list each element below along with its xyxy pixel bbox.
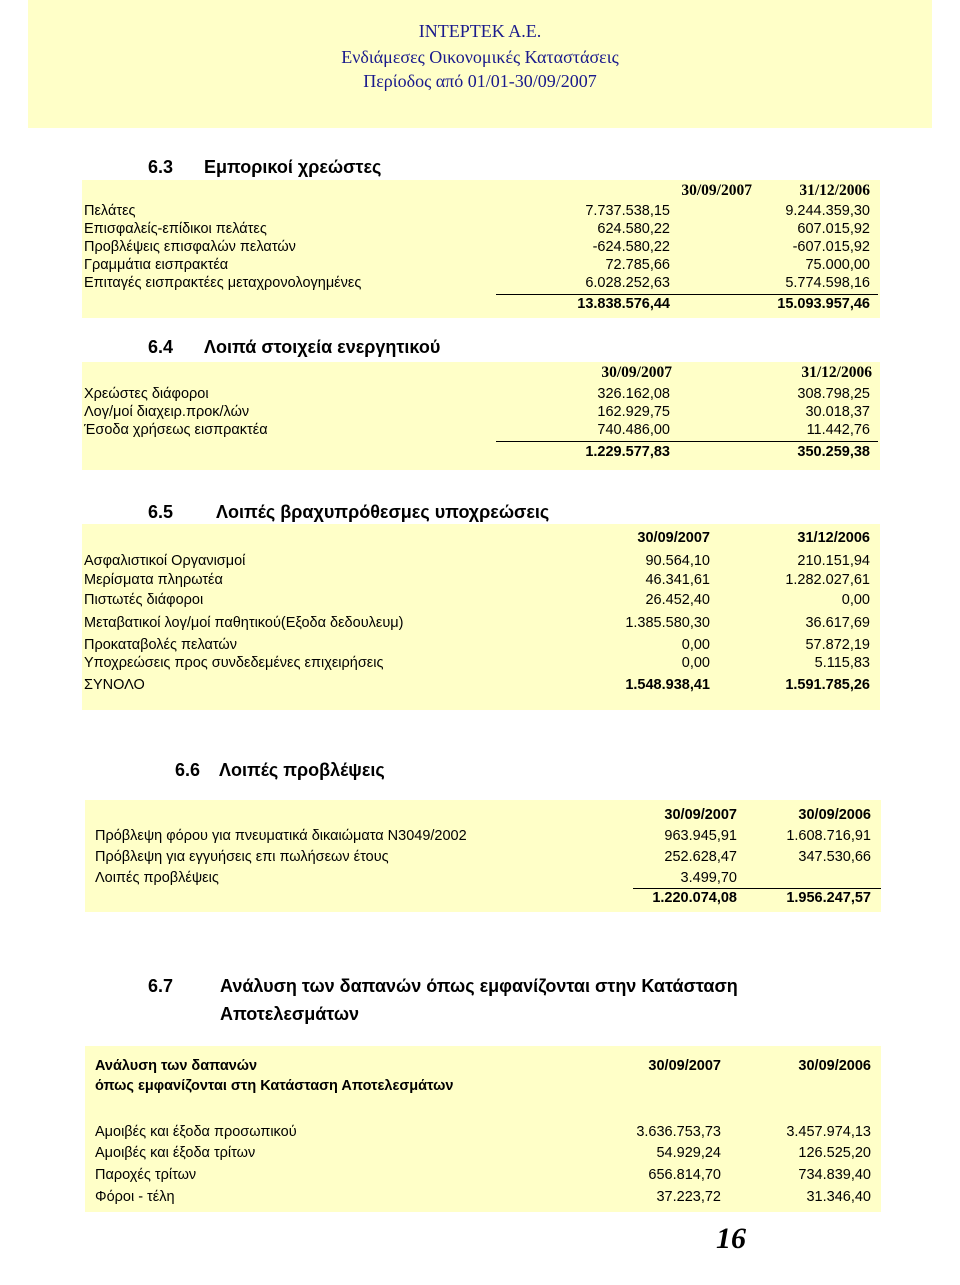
- total-row: 13.838.576,44 15.093.957,46: [577, 296, 870, 312]
- table-row: Παροχές τρίτων 656.814,70 734.839,40: [95, 1167, 871, 1183]
- section-6-7-title-line2: Αποτελεσμάτων: [220, 1004, 360, 1024]
- total-rule: [496, 294, 878, 295]
- table-header: 30/09/2007 30/09/2006: [664, 807, 871, 823]
- table-row: Πελάτες 7.737.538,15 9.244.359,30: [84, 203, 870, 219]
- table-row: Προκαταβολές πελατών 0,00 57.872,19: [84, 637, 870, 653]
- report-period: Περίοδος από 01/01-30/09/2007: [363, 71, 597, 91]
- table-row: Επισφαλείς-επίδικοι πελάτες 624.580,22 607.015,92: [84, 221, 870, 237]
- table-row: Υποχρεώσεις προς συνδεδεμένες επιχειρήσεις 0,00 5.115,83: [84, 655, 870, 671]
- table-row: Μερίσματα πληρωτέα 46.341,61 1.282.027,61: [84, 572, 870, 588]
- table-row: Λοιπές προβλέψεις 3.499,70: [95, 870, 737, 886]
- total-rule: [496, 441, 878, 442]
- table-header: 30/09/2007 31/12/2006: [637, 530, 870, 546]
- section-6-3-table: [82, 180, 880, 318]
- table-row: Φόροι - τέλη 37.223,72 31.346,40: [95, 1189, 871, 1205]
- table-row: Επιταγές εισπρακτέες μεταχρονολογημένες 6.028.252,63 5.774.598,16: [84, 275, 870, 291]
- total-row: ΣΥΝΟΛΟ 1.548.938,41 1.591.785,26: [84, 677, 870, 693]
- section-6-6-table: [85, 800, 881, 912]
- page-number: 16: [716, 1222, 746, 1255]
- table-row: Έσοδα χρήσεως εισπρακτέα 740.486,00 11.442,76: [84, 422, 870, 438]
- table-row: Προβλέψεις επισφαλών πελατών -624.580,22 -607.015,92: [84, 239, 870, 255]
- section-6-7-table: [85, 1046, 881, 1212]
- company-name: ΙΝΤΕΡΤΕΚ Α.Ε.: [418, 21, 542, 41]
- table-row: Πρόβλεψη για εγγυήσεις επι πωλήσεων έτους 252.628,47 347.530,66: [95, 849, 871, 865]
- table-row: Λογ/μοί διαχειρ.προκ/λών 162.929,75 30.018,37: [84, 404, 870, 420]
- table-header: Ανάλυση των δαπανών 30/09/2007 30/09/2006: [95, 1058, 871, 1074]
- document-title: Ενδιάμεσες Οικονομικές Καταστάσεις: [341, 47, 619, 67]
- table-header-line2: όπως εμφανίζονται στη Κατάσταση Αποτελεσμάτων: [95, 1078, 454, 1094]
- total-row: 1.220.074,08 1.956.247,57: [652, 890, 871, 906]
- table-row: Πρόβλεψη φόρου για πνευματικά δικαιώματα Ν3049/2002 963.945,91 1.608.716,91: [95, 828, 871, 844]
- table-row: Ασφαλιστικοί Οργανισμοί 90.564,10 210.151,94: [84, 553, 870, 569]
- section-6-5-table: [82, 524, 880, 710]
- section-6-4-table: [82, 362, 880, 470]
- table-row: Χρεώστες διάφοροι 326.162,08 308.798,25: [84, 386, 870, 402]
- table-row: Μεταβατικοί λογ/μοί παθητικού(Εξοδα δεδουλευμ) 1.385.580,30 36.617,69: [84, 615, 870, 631]
- total-row: 1.229.577,83 350.259,38: [585, 444, 870, 460]
- table-row: Γραμμάτια εισπρακτέα 72.785,66 75.000,00: [84, 257, 870, 273]
- table-header: 30/09/2007 31/12/2006: [601, 364, 872, 381]
- table-row: Αμοιβές και έξοδα προσωπικού 3.636.753,73 3.457.974,13: [95, 1124, 871, 1140]
- table-row: Πιστωτές διάφοροι 26.452,40 0,00: [84, 592, 870, 608]
- table-row: Αμοιβές και έξοδα τρίτων 54.929,24 126.525,20: [95, 1145, 871, 1161]
- document-header: [28, 0, 932, 128]
- total-rule: [633, 888, 881, 889]
- table-header: 30/09/2007 31/12/2006: [681, 182, 870, 199]
